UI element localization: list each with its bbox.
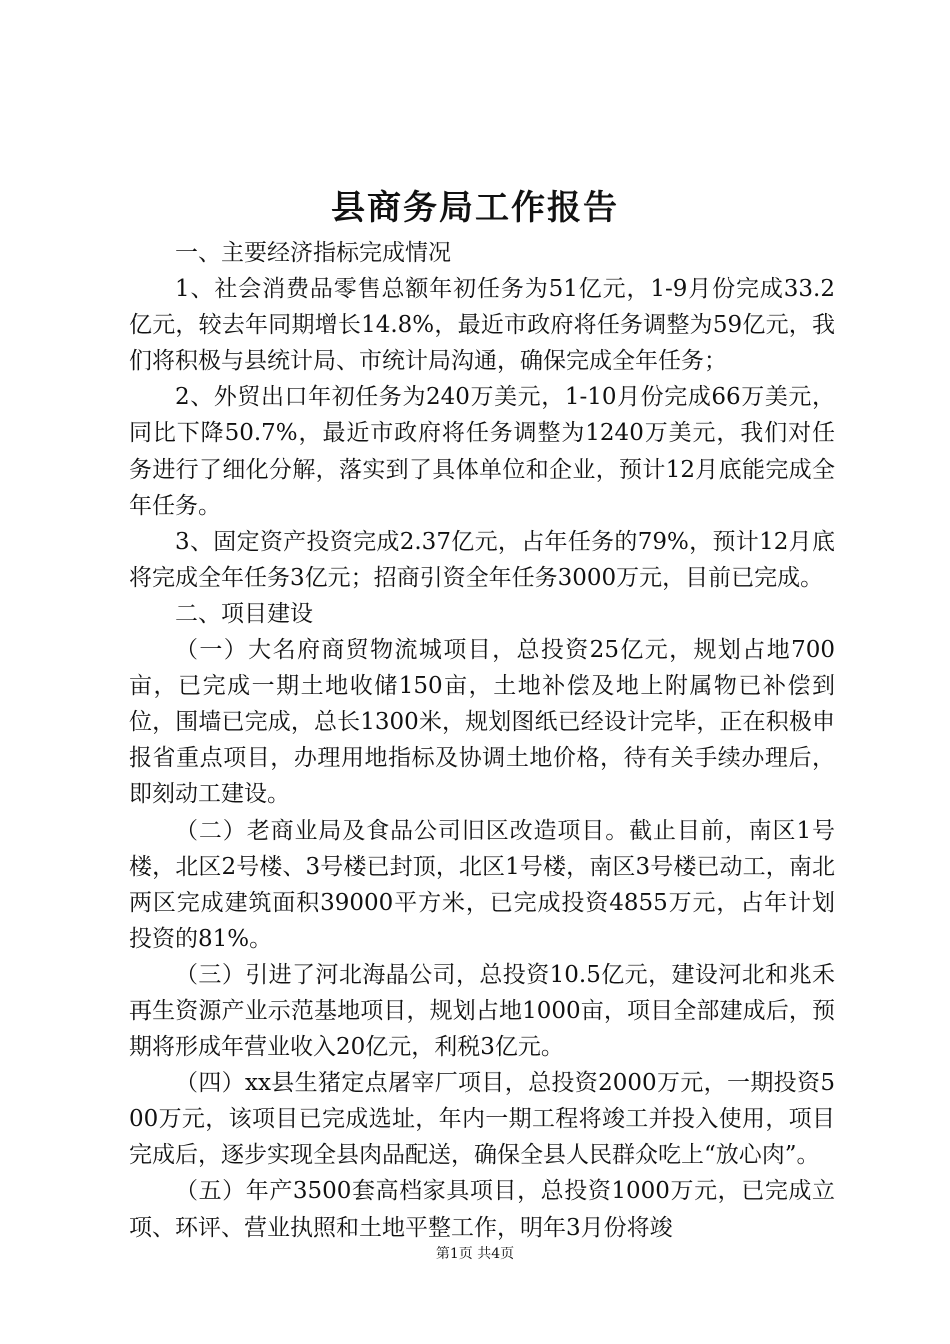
section-heading: 二、项目建设 [175,600,313,627]
section-heading: 一、主要经济指标完成情况 [175,240,451,266]
page-number-footer: 第1页 共4页 [435,1246,515,1262]
paragraph: （二）老商业局及食品公司旧区改造项目。截止目前，南区1号楼，北区2号楼、3号楼已封顶，北区1号楼，南区3号楼已动工，南北两区完成建筑面积39000平方米，已完成投资4855万元，占年计划投资的81%。 [129,817,835,952]
paragraph: （五）年产3500套高档家具项目，总投资1000万元，已完成立项、环评、营业执照和土地平整工作，明年3月份将竣 [129,1178,835,1241]
paragraph: （四）xx县生猪定点屠宰厂项目，总投资2000万元，一期投资500万元，该项目已完成选址，年内一期工程将竣工并投入使用，项目完成后，逐步实现全县肉品配送，确保全县人民群众吃上“放心肉”。 [129,1070,835,1169]
paragraph: （一）大名府商贸物流城项目，总投资25亿元，规划占地700亩，已完成一期土地收储150亩，土地补偿及地上附属物已补偿到位，围墙已完成，总长1300米，规划图纸已经设计完毕，正在积极申报省重点项目，办理用地指标及协调土地价格，待有关手续办理后，即刻动工建设。 [129,637,835,808]
paragraph: 3、固定资产投资完成2.37亿元，占年任务的79%，预计12月底将完成全年任务3亿元；招商引资全年任务3000万元，目前已完成。 [129,528,835,591]
document-body [129,235,835,1246]
paragraph: 1、社会消费品零售总额年初任务为51亿元，1-9月份完成33.2亿元，较去年同期增长14.8%，最近市政府将任务调整为59亿元，我们将积极与县统计局、市统计局沟通，确保完成全年任务； [129,276,835,375]
paragraph: （三）引进了河北海晶公司，总投资10.5亿元，建设河北和兆禾再生资源产业示范基地项目，规划占地1000亩，项目全部建成后，预期将形成年营业收入20亿元，利税3亿元。 [129,961,835,1061]
paragraph: 2、外贸出口年初任务为240万美元，1-10月份完成66万美元，同比下降50.7%，最近市政府将任务调整为1240万美元，我们对任务进行了细化分解，落实到了具体单位和企业，预计12月底能完成全年任务。 [129,384,835,519]
document-title: 县商务局工作报告 [331,188,619,228]
